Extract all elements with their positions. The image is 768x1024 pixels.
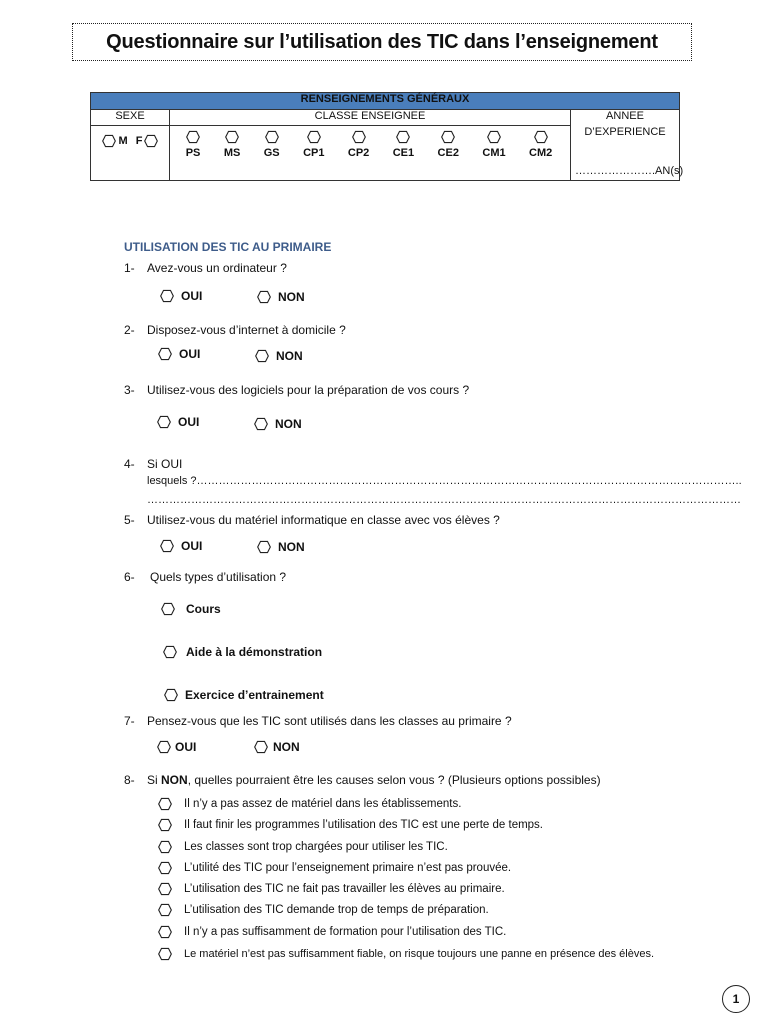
q8-option-checkbox[interactable]	[158, 818, 172, 832]
q3-no-label: NON	[275, 417, 302, 431]
q5-text: Utilisez-vous du matériel informatique en classe avec vos élèves ?	[147, 513, 500, 527]
q6-exercice-label: Exercice d’entrainement	[185, 688, 324, 702]
class-label: CE1	[392, 146, 415, 159]
class-checkbox[interactable]	[534, 130, 548, 144]
q3-yes-option[interactable]	[157, 415, 199, 429]
q1-yes-label: OUI	[181, 289, 203, 303]
q3-number: 3-	[124, 383, 135, 397]
classes-cell	[170, 125, 571, 180]
q1-no-label: NON	[278, 290, 305, 304]
page-number-text: 1	[732, 992, 740, 1006]
q8-option[interactable]	[158, 840, 448, 854]
q7-yes-label: OUI	[175, 740, 197, 754]
class-checkbox[interactable]	[225, 130, 239, 144]
q8-option[interactable]	[158, 882, 505, 896]
general-info-table	[90, 92, 684, 181]
q4-text: Si OUI	[147, 457, 183, 471]
q2-yes-checkbox[interactable]	[158, 347, 172, 361]
q5-no-checkbox[interactable]	[257, 540, 271, 554]
q8-option-label: Il n’y a pas assez de matériel dans les établissements.	[184, 798, 462, 810]
class-label: CE2	[437, 146, 459, 159]
sexe-f-checkbox[interactable]	[144, 134, 158, 148]
q8-option-label: Il faut finir les programmes l’utilisation des TIC est une perte de temps.	[184, 819, 544, 831]
q4-answer-line-2[interactable]: ………………………………………………………………………………………………………………………………………………	[147, 494, 741, 506]
section-title: UTILISATION DES TIC AU PRIMAIRE	[124, 240, 332, 254]
q5-yes-label: OUI	[181, 539, 203, 553]
q6-option-exercice[interactable]	[164, 688, 324, 702]
q1-text: Avez-vous un ordinateur ?	[147, 261, 287, 275]
q6-exercice-checkbox[interactable]	[164, 688, 178, 702]
class-option-gs[interactable]	[264, 130, 280, 159]
q1-number: 1-	[124, 261, 135, 275]
title-box	[72, 23, 692, 61]
q7-no-option[interactable]	[254, 740, 300, 754]
class-checkbox[interactable]	[265, 130, 279, 144]
sexe-cell	[91, 125, 170, 180]
q8-option[interactable]	[158, 925, 506, 939]
sexe-m-label: M	[118, 134, 128, 147]
class-label: MS	[223, 146, 241, 159]
q6-option-demonstration[interactable]	[163, 645, 322, 659]
class-checkbox[interactable]	[441, 130, 455, 144]
q5-no-option[interactable]	[257, 540, 305, 554]
q8-option-checkbox[interactable]	[158, 947, 172, 961]
class-label: CM1	[482, 146, 506, 159]
q8-option[interactable]	[158, 861, 511, 875]
class-option-cp1[interactable]	[303, 130, 324, 159]
q5-number: 5-	[124, 513, 135, 527]
class-label: PS	[185, 146, 201, 159]
q6-cours-label: Cours	[186, 602, 221, 616]
q8-option[interactable]	[158, 903, 489, 917]
q3-text: Utilisez-vous des logiciels pour la préparation de vos cours ?	[147, 383, 470, 397]
q1-yes-option[interactable]	[160, 289, 202, 303]
q3-yes-label: OUI	[178, 415, 200, 429]
q7-no-label: NON	[273, 740, 300, 754]
q2-no-option[interactable]	[255, 349, 303, 363]
q1-no-option[interactable]	[257, 290, 305, 304]
q8-option-checkbox[interactable]	[158, 861, 172, 875]
q8-option-checkbox[interactable]	[158, 903, 172, 917]
q8-option[interactable]	[158, 818, 543, 832]
q2-number: 2-	[124, 323, 135, 337]
class-option-ce2[interactable]	[438, 130, 459, 159]
class-label: GS	[263, 146, 280, 159]
class-option-cm1[interactable]	[482, 130, 505, 159]
sexe-m-checkbox[interactable]	[102, 134, 116, 148]
annee-label-1: ANNEE	[606, 110, 644, 122]
q5-no-label: NON	[278, 540, 305, 554]
q8-option-label: Le matériel n’est pas suffisamment fiable, on risque toujours une panne en présence des élèves.	[184, 948, 655, 960]
class-checkbox[interactable]	[487, 130, 501, 144]
q8-option-checkbox[interactable]	[158, 840, 172, 854]
q8-text-pre: Si	[147, 773, 162, 787]
class-checkbox[interactable]	[307, 130, 321, 144]
q8-option-checkbox[interactable]	[158, 882, 172, 896]
annee-label-2: D’EXPERIENCE	[584, 126, 666, 138]
q8-number: 8-	[124, 773, 135, 787]
q5-yes-option[interactable]	[160, 539, 202, 553]
class-option-ms[interactable]	[224, 130, 241, 159]
q1-yes-checkbox[interactable]	[160, 289, 174, 303]
q8-option[interactable]	[158, 797, 461, 811]
q6-option-cours[interactable]	[161, 602, 221, 616]
class-checkbox[interactable]	[352, 130, 366, 144]
q7-yes-option[interactable]	[157, 740, 196, 754]
class-option-cp2[interactable]	[348, 130, 369, 159]
q4-number: 4-	[124, 457, 135, 471]
page-number	[722, 985, 750, 1013]
q3-no-option[interactable]	[254, 417, 302, 431]
classe-label: CLASSE ENSEIGNEE	[170, 110, 571, 126]
page-title: Questionnaire sur l’utilisation des TIC dans l’enseignement	[106, 30, 658, 53]
q8-text	[147, 773, 601, 787]
q2-yes-option[interactable]	[158, 347, 200, 361]
annee-value[interactable]: ………………….AN(s)	[575, 165, 684, 177]
q6-number: 6-	[124, 570, 135, 584]
q6-demonstration-checkbox[interactable]	[163, 645, 177, 659]
class-checkbox[interactable]	[396, 130, 410, 144]
class-option-cm2[interactable]	[529, 130, 552, 159]
annee-cell	[571, 110, 684, 181]
q6-text: Quels types d’utilisation ?	[150, 570, 287, 584]
class-label: CP2	[347, 146, 370, 159]
q4-answer-line-1[interactable]: lesquels ?…………………………………………………………………………………………………………………………………..	[147, 475, 742, 487]
q2-yes-label: OUI	[179, 347, 201, 361]
q7-no-checkbox[interactable]	[254, 740, 268, 754]
q8-option-label: L’utilisation des TIC ne fait pas travailler les élèves au primaire.	[184, 883, 505, 895]
q2-text: Disposez-vous d’internet à domicile ?	[147, 323, 346, 337]
info-table-header: RENSEIGNEMENTS GÉNÉRAUX	[91, 93, 680, 110]
q8-option-checkbox[interactable]	[158, 925, 172, 939]
q7-number: 7-	[124, 714, 135, 728]
q3-yes-checkbox[interactable]	[157, 415, 171, 429]
q8-option-checkbox[interactable]	[158, 797, 172, 811]
q8-option-label: Les classes sont trop chargées pour utiliser les TIC.	[184, 841, 448, 853]
sexe-f-label: F	[135, 134, 143, 147]
q8-option-label: L’utilité des TIC pour l’enseignement primaire n’est pas prouvée.	[184, 862, 512, 874]
q8-text-bold: NON	[161, 773, 188, 787]
q5-yes-checkbox[interactable]	[160, 539, 174, 553]
q2-no-label: NON	[276, 349, 303, 363]
q8-text-post: , quelles pourraient être les causes selon vous ? (Plusieurs options possibles)	[187, 773, 601, 787]
class-option-ps[interactable]	[186, 130, 201, 159]
q7-text: Pensez-vous que les TIC sont utilisés dans les classes au primaire ?	[147, 714, 512, 728]
q7-yes-checkbox[interactable]	[157, 740, 171, 754]
q1-no-checkbox[interactable]	[257, 290, 271, 304]
q6-demonstration-label: Aide à la démonstration	[186, 645, 323, 659]
q3-no-checkbox[interactable]	[254, 417, 268, 431]
class-label: CM2	[529, 146, 553, 159]
q8-option-label: Il n’y a pas suffisamment de formation pour l’utilisation des TIC.	[184, 926, 507, 938]
q2-no-checkbox[interactable]	[255, 349, 269, 363]
q8-option-label: L’utilisation des TIC demande trop de temps de préparation.	[184, 904, 489, 916]
q6-cours-checkbox[interactable]	[161, 602, 175, 616]
class-label: CP1	[303, 146, 325, 159]
q8-option[interactable]	[158, 947, 654, 961]
class-checkbox[interactable]	[186, 130, 200, 144]
class-option-ce1[interactable]	[393, 130, 414, 159]
sexe-label: SEXE	[91, 110, 170, 126]
